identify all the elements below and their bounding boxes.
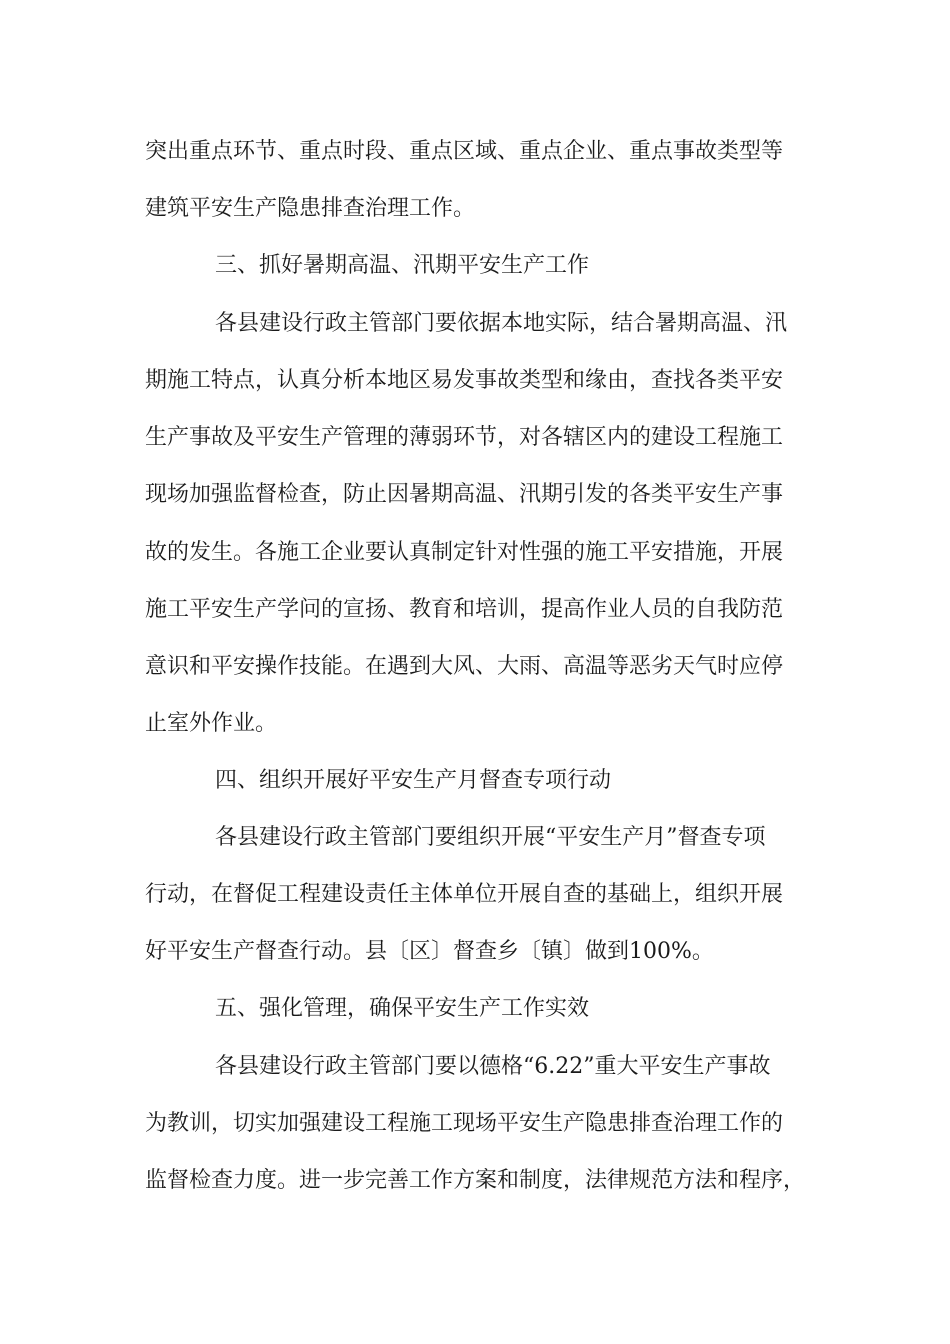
body-text-line: 施工平安生产学问的宣扬、教育和培训，提高作业人员的自我防范 bbox=[145, 597, 784, 622]
body-text-line: 意识和平安操作技能。在遇到大风、大雨、高温等恶劣天气时应停 bbox=[145, 654, 784, 679]
body-text-line: 故的发生。各施工企业要认真制定针对性强的施工平安措施，开展 bbox=[145, 540, 784, 565]
body-text-line: 现场加强监督检查，防止因暑期高温、汛期引发的各类平安生产事 bbox=[145, 482, 784, 507]
section-heading-5: 五、强化管理，确保平安生产工作实效 bbox=[215, 996, 590, 1021]
paragraph-first-line: 各县建设行政主管部门要组织开展“平安生产月”督查专项 bbox=[215, 825, 766, 850]
paragraph-first-line: 各县建设行政主管部门要以德格“6.22”重大平安生产事故 bbox=[215, 1054, 771, 1079]
body-text-line: 行动，在督促工程建设责任主体单位开展自查的基础上，组织开展 bbox=[145, 882, 784, 907]
body-text-line: 监督检查力度。进一步完善工作方案和制度，法律规范方法和程序， bbox=[145, 1168, 806, 1193]
body-text-line: 为教训，切实加强建设工程施工现场平安生产隐患排查治理工作的 bbox=[145, 1111, 784, 1136]
paragraph-first-line: 各县建设行政主管部门要依据本地实际，结合暑期高温、汛 bbox=[215, 311, 788, 336]
body-text-line: 止室外作业。 bbox=[145, 711, 278, 736]
body-text-line: 生产事故及平安生产管理的薄弱环节，对各辖区内的建设工程施工 bbox=[145, 425, 784, 450]
body-text-line: 好平安生产督查行动。县〔区〕督查乡〔镇〕做到100%。 bbox=[145, 939, 714, 964]
section-heading-3: 三、抓好暑期高温、汛期平安生产工作 bbox=[215, 253, 590, 278]
body-text-line: 期施工特点，认真分析本地区易发事故类型和缘由，查找各类平安 bbox=[145, 368, 784, 393]
body-text-line: 突出重点环节、重点时段、重点区域、重点企业、重点事故类型等 bbox=[145, 139, 784, 164]
body-text-line: 建筑平安生产隐患排查治理工作。 bbox=[145, 196, 476, 221]
section-heading-4: 四、组织开展好平安生产月督查专项行动 bbox=[215, 768, 612, 793]
